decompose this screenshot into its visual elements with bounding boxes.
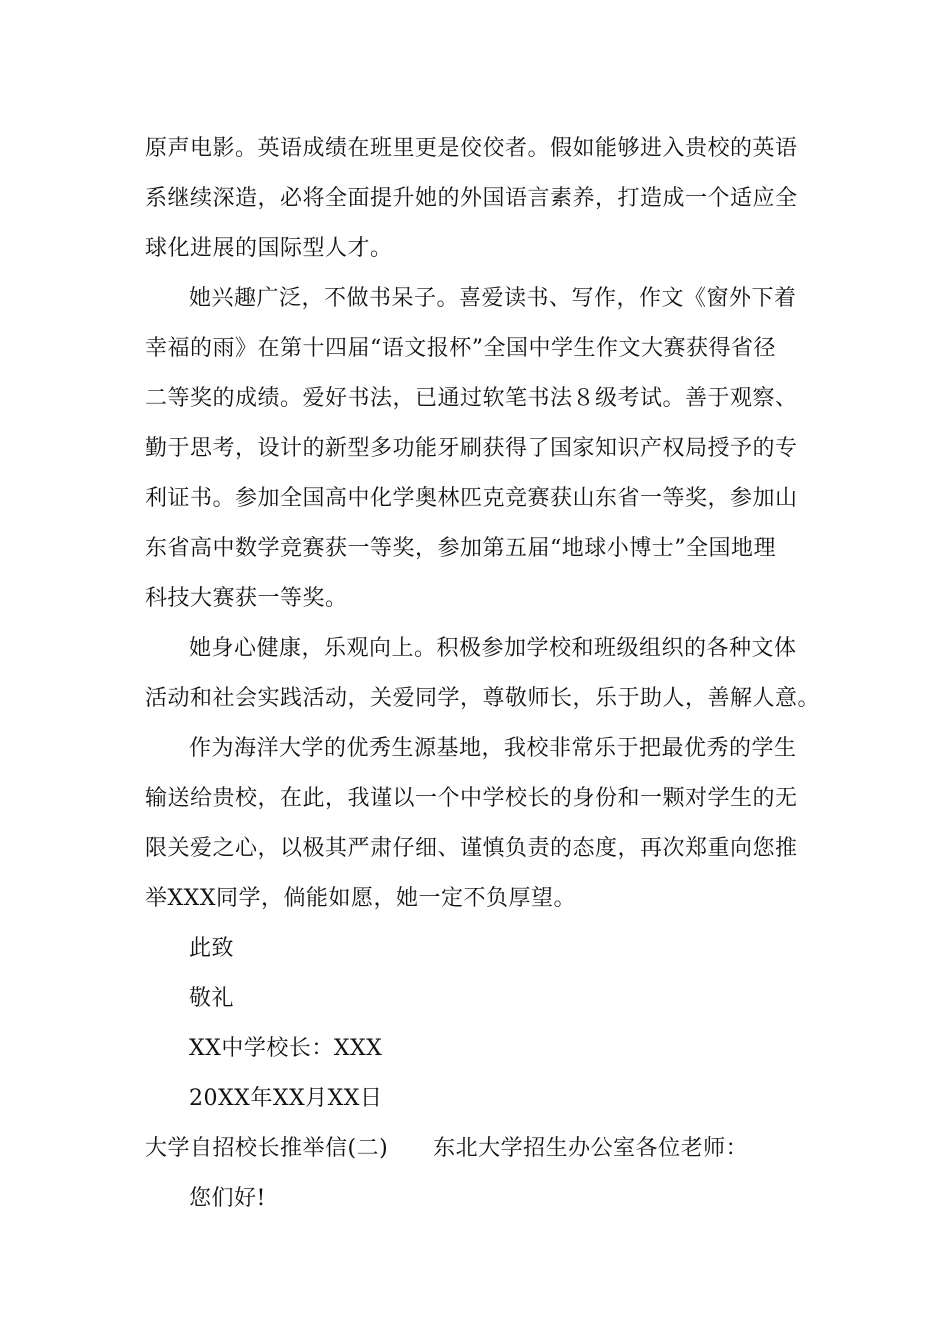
- text-line: 二等奖的成绩。爱好书法，已通过软笔书法８级考试。善于观察、: [145, 386, 798, 411]
- next-letter: [145, 1124, 815, 1224]
- next-letter-salutation: 您们好!: [189, 1186, 266, 1211]
- text-line: 举XXX同学，倘能如愿，她一定不负厚望。: [145, 886, 576, 911]
- text-line: 输送给贵校，在此，我谨以一个中学校长的身份和一颗对学生的无: [145, 786, 798, 811]
- letter-closing: [145, 924, 815, 1124]
- next-letter-heading: 大学自招校长推举信(二) 东北大学招生办公室各位老师：: [145, 1136, 749, 1161]
- paragraph-recommendation: [145, 724, 815, 924]
- text-line: 利证书。参加全国高中化学奥林匹克竞赛获山东省一等奖，参加山: [145, 486, 798, 511]
- text-line: 作为海洋大学的优秀生源基地，我校非常乐于把最优秀的学生: [189, 736, 797, 761]
- text-line: 科技大赛获一等奖。: [145, 586, 348, 611]
- paragraph-interests: [145, 274, 815, 624]
- text-line: 限关爱之心，以极其严肃仔细、谨慎负责的态度，再次郑重向您推: [145, 836, 798, 861]
- signature: XX中学校长：XXX: [189, 1036, 383, 1061]
- text-line: 原声电影。英语成绩在班里更是佼佼者。假如能够进入贵校的英语: [145, 136, 798, 161]
- letter-body: [145, 124, 821, 1224]
- paragraph-english-ability: [145, 124, 815, 274]
- text-line: 她兴趣广泛，不做书呆子。喜爱读书、写作，作文《窗外下着: [189, 286, 797, 311]
- text-line: 勤于思考，设计的新型多功能牙刷获得了国家知识产权局授予的专: [145, 436, 798, 461]
- text-line: 东省高中数学竞赛获一等奖，参加第五届“地球小博士”全国地理: [145, 536, 776, 561]
- date: 20XX年XX月XX日: [189, 1086, 383, 1111]
- text-line: 活动和社会实践活动，关爱同学，尊敬师长，乐于助人，善解人意。: [145, 686, 821, 711]
- text-line: 幸福的雨》在第十四届“语文报杯”全国中学生作文大赛获得省径: [145, 336, 776, 361]
- text-line: 系继续深造，必将全面提升她的外国语言素养，打造成一个适应全: [145, 186, 798, 211]
- paragraph-health: [145, 624, 821, 724]
- closing-salute: 敬礼: [189, 986, 235, 1011]
- closing-greeting: 此致: [189, 936, 235, 961]
- text-line: 她身心健康，乐观向上。积极参加学校和班级组织的各种文体: [189, 636, 797, 661]
- text-line: 球化进展的国际型人才。: [145, 236, 393, 261]
